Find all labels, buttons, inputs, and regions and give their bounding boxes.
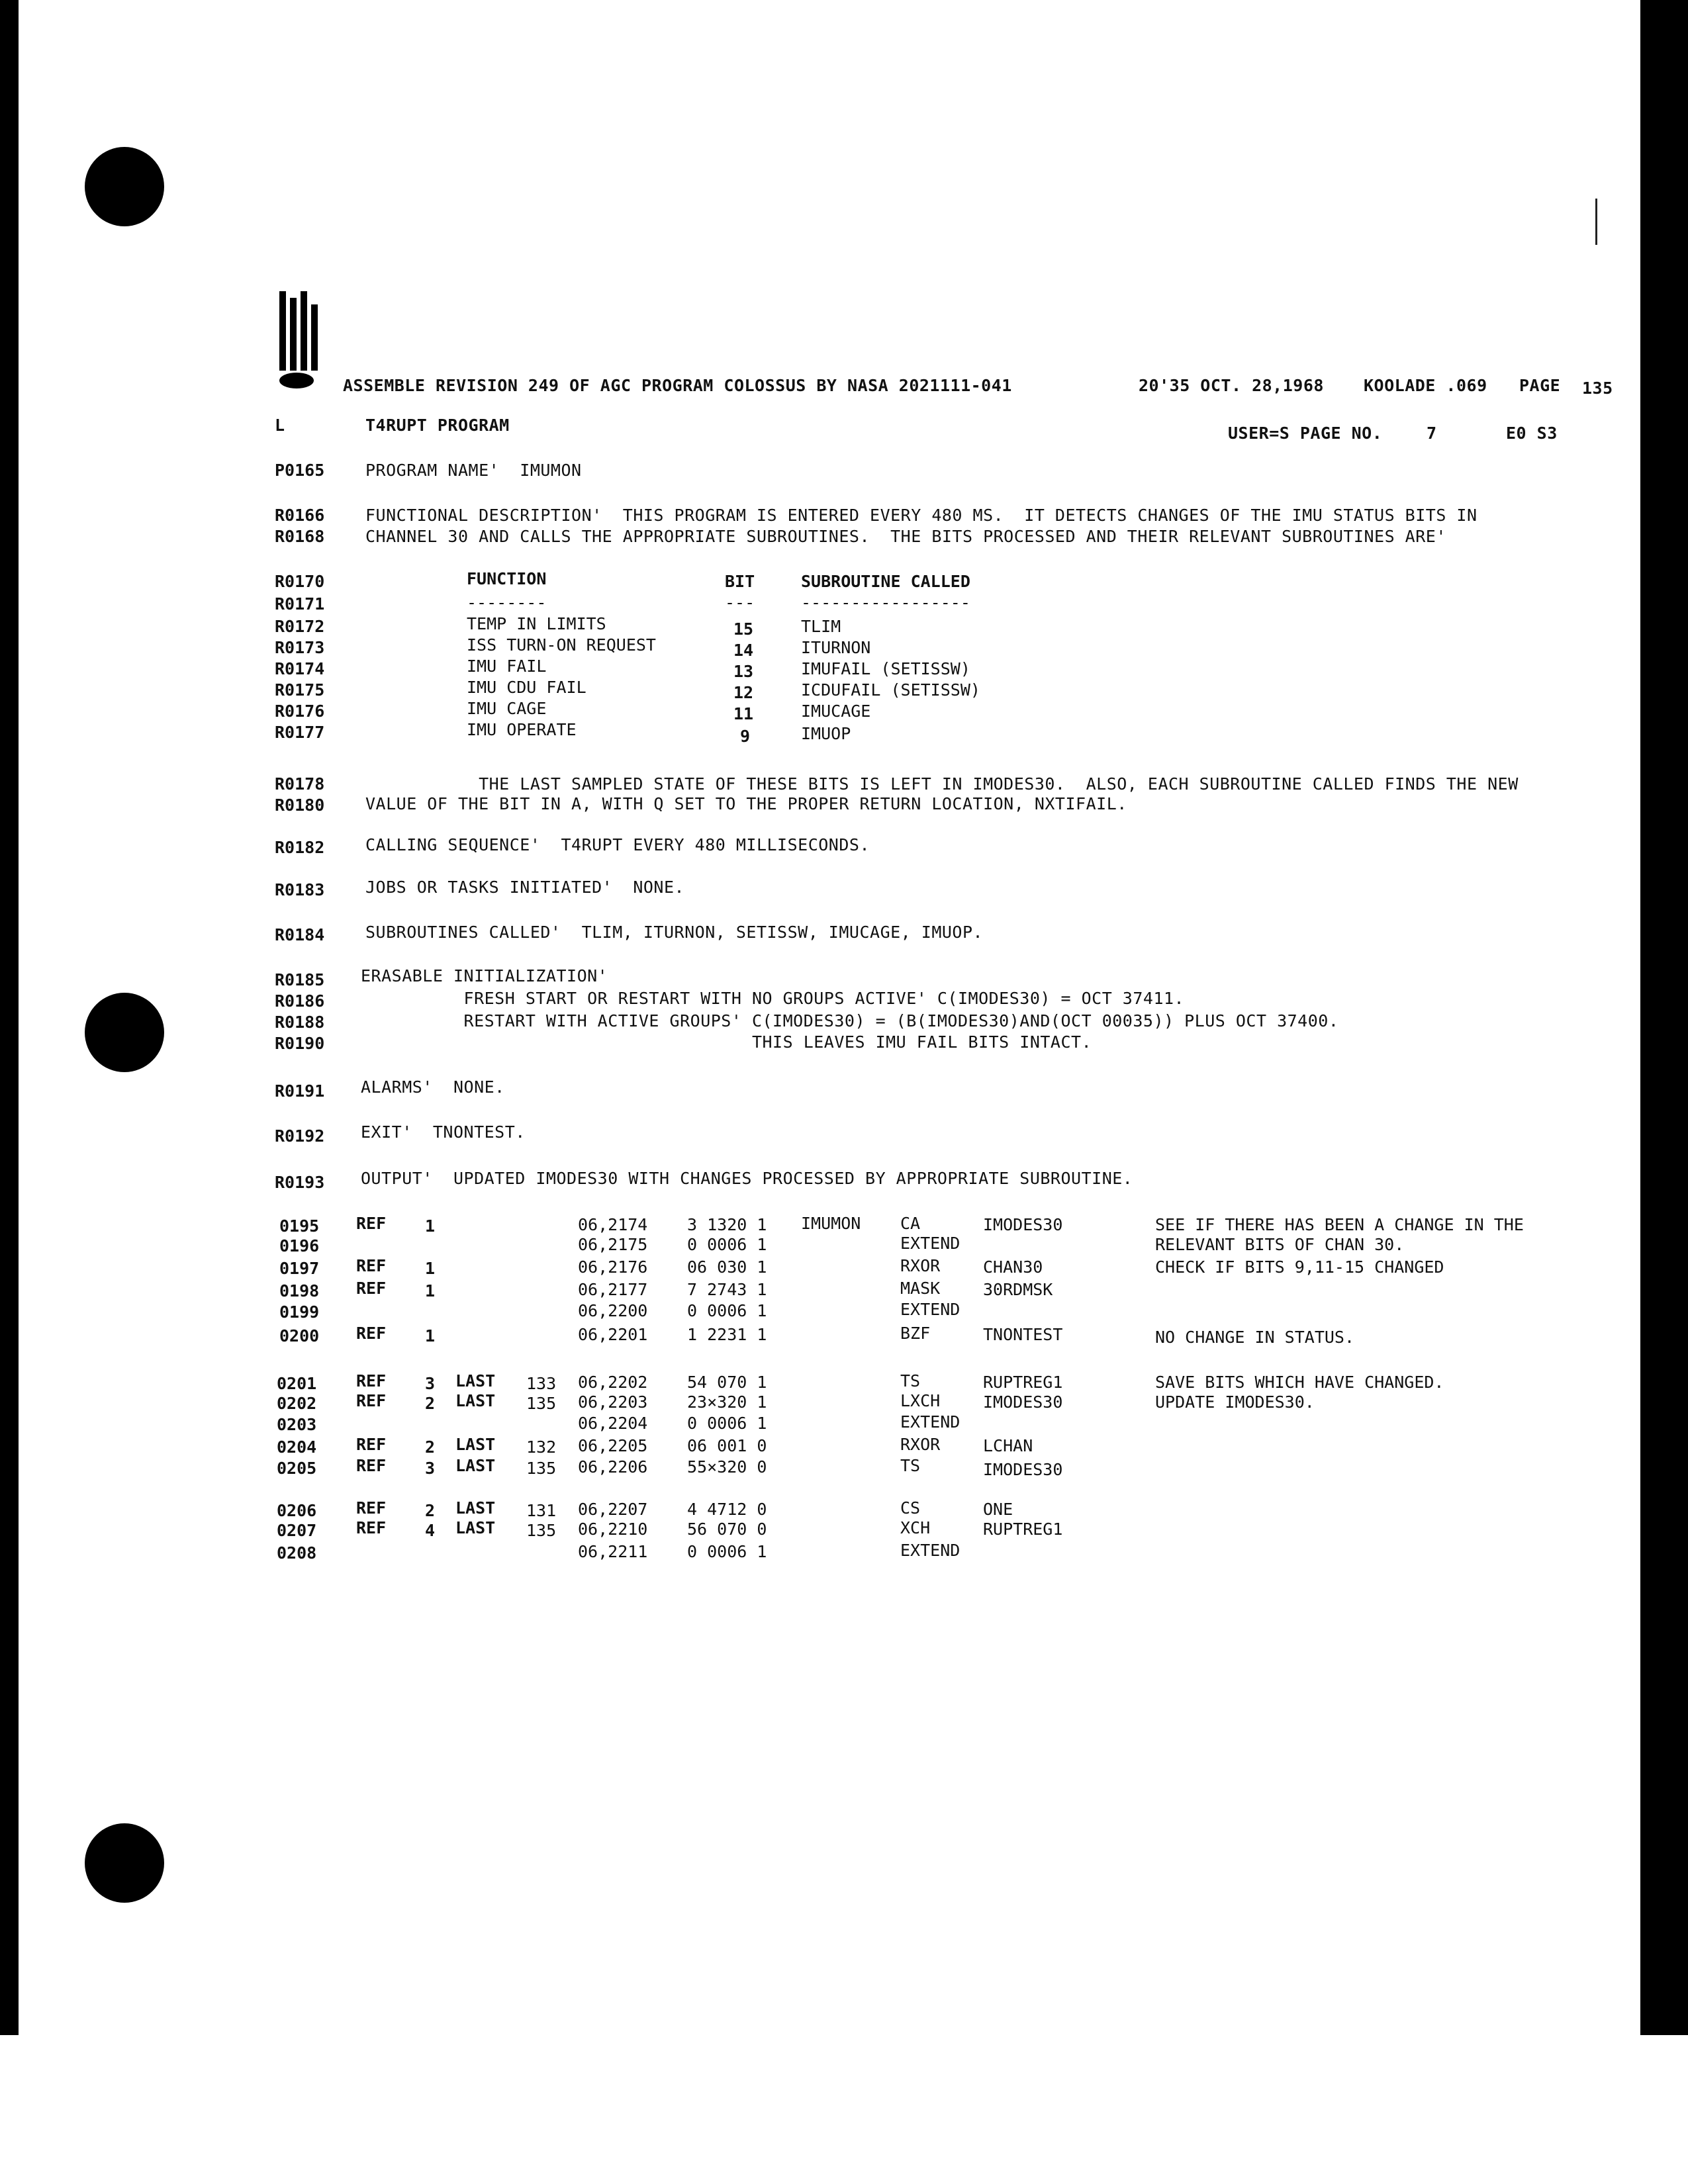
address: 06,2204 xyxy=(578,1414,648,1433)
opcode: BZF xyxy=(900,1324,931,1343)
remark-number: P0165 xyxy=(275,461,325,480)
remark-text: CALLING SEQUENCE' T4RUPT EVERY 480 MILLISECONDS. xyxy=(365,835,870,854)
comment: CHECK IF BITS 9,11-15 CHANGED xyxy=(1155,1257,1444,1277)
operand: ONE xyxy=(983,1500,1013,1519)
octal-value: 56 070 0 xyxy=(687,1520,767,1539)
operand: CHAN30 xyxy=(983,1257,1043,1277)
ref-count: 1 xyxy=(425,1326,436,1345)
operand: RUPTREG1 xyxy=(983,1373,1063,1392)
assemble-line: ASSEMBLE REVISION 249 OF AGC PROGRAM COLOSSUS BY NASA 2021111-041 xyxy=(343,376,1012,395)
line-number: 0205 xyxy=(277,1459,317,1478)
last-page: 135 xyxy=(526,1459,557,1478)
opcode: EXTEND xyxy=(900,1234,961,1253)
page-number: 135 xyxy=(1582,379,1613,398)
line-number: 0200 xyxy=(279,1326,320,1345)
opcode: CS xyxy=(900,1498,921,1518)
octal-value: 06 001 0 xyxy=(687,1436,767,1455)
address: 06,2201 xyxy=(578,1325,648,1344)
remark-number: R0183 xyxy=(275,880,325,899)
scan-border-right xyxy=(1640,0,1688,2035)
opcode: EXTEND xyxy=(900,1300,961,1319)
remark-number: R0171 xyxy=(275,594,325,614)
subroutine-name: TLIM xyxy=(801,617,841,636)
remark-number: R0186 xyxy=(275,991,325,1011)
remark-number: R0184 xyxy=(275,925,325,944)
address: 06,2175 xyxy=(578,1235,648,1254)
code-label: IMUMON xyxy=(801,1214,861,1233)
comment: RELEVANT BITS OF CHAN 30. xyxy=(1155,1235,1405,1254)
address: 06,2206 xyxy=(578,1457,648,1477)
octal-value: 54 070 1 xyxy=(687,1373,767,1392)
punch-hole-bottom xyxy=(85,1823,164,1903)
ref-count: 2 xyxy=(425,1437,436,1457)
line-number: 0203 xyxy=(277,1415,317,1434)
last-page: 131 xyxy=(526,1501,557,1520)
subroutine-name: ICDUFAIL (SETISSW) xyxy=(801,680,980,700)
function-column-header: FUNCTION xyxy=(467,569,547,588)
remark-number: R0178 xyxy=(275,774,325,794)
opcode: MASK xyxy=(900,1279,941,1298)
bit-rule: --- xyxy=(725,593,755,612)
bit-number: 9 xyxy=(740,727,751,746)
ref-marker: REF xyxy=(356,1279,387,1298)
ref-count: 1 xyxy=(425,1281,436,1300)
scan-border-left xyxy=(0,0,19,2035)
remark-text: OUTPUT' UPDATED IMODES30 WITH CHANGES PROCESSED BY APPROPRIATE SUBROUTINE. xyxy=(361,1169,1133,1188)
octal-value: 1 2231 1 xyxy=(687,1325,767,1344)
line-number: 0202 xyxy=(277,1394,317,1413)
remark-number: R0180 xyxy=(275,796,325,815)
ref-count: 1 xyxy=(425,1216,436,1236)
remark-text: CHANNEL 30 AND CALLS THE APPROPRIATE SUBROUTINES. THE BITS PROCESSED AND THEIR RELEVANT SUBROUTINES ARE' xyxy=(365,527,1446,546)
operand: IMODES30 xyxy=(983,1215,1063,1234)
remark-text: PROGRAM NAME' IMUMON xyxy=(365,461,582,480)
bit-number: 12 xyxy=(733,683,754,702)
e-s-code: E0 S3 xyxy=(1506,424,1558,443)
punch-hole-middle xyxy=(85,993,164,1072)
remark-text: THIS LEAVES IMU FAIL BITS INTACT. xyxy=(361,1032,1092,1052)
comment: NO CHANGE IN STATUS. xyxy=(1155,1328,1355,1347)
address: 06,2205 xyxy=(578,1436,648,1455)
last-marker: LAST xyxy=(455,1435,496,1454)
subroutine-rule: ----------------- xyxy=(801,593,970,612)
octal-value: 0 0006 1 xyxy=(687,1235,767,1254)
operand: IMODES30 xyxy=(983,1392,1063,1412)
line-number: 0208 xyxy=(277,1543,317,1563)
ref-count: 4 xyxy=(425,1521,436,1540)
remark-number: R0192 xyxy=(275,1126,325,1146)
last-marker: LAST xyxy=(455,1391,496,1410)
opcode: RXOR xyxy=(900,1435,941,1454)
ref-marker: REF xyxy=(356,1518,387,1537)
line-number: 0198 xyxy=(279,1281,320,1300)
bit-column-header: BIT xyxy=(725,572,755,591)
remark-number: R0173 xyxy=(275,638,325,657)
remark-number: R0182 xyxy=(275,838,325,857)
binder-mark xyxy=(277,291,323,390)
opcode: EXTEND xyxy=(900,1541,961,1560)
line-number: 0206 xyxy=(277,1501,317,1520)
operand: TNONTEST xyxy=(983,1325,1063,1344)
last-page: 132 xyxy=(526,1437,557,1457)
remark-text: EXIT' TNONTEST. xyxy=(361,1122,526,1142)
timestamp: 20'35 OCT. 28,1968 xyxy=(1139,376,1324,395)
remark-number: R0190 xyxy=(275,1034,325,1053)
octal-value: 23×320 1 xyxy=(687,1392,767,1412)
subroutine-name: IMUCAGE xyxy=(801,702,871,721)
line-number: 0207 xyxy=(277,1521,317,1540)
last-page: 135 xyxy=(526,1394,557,1413)
line-number: 0199 xyxy=(279,1302,320,1322)
function-name: TEMP IN LIMITS xyxy=(467,614,606,633)
ref-marker: REF xyxy=(356,1256,387,1275)
address: 06,2203 xyxy=(578,1392,648,1412)
operand: 30RDMSK xyxy=(983,1280,1053,1299)
octal-value: 3 1320 1 xyxy=(687,1215,767,1234)
ref-count: 3 xyxy=(425,1374,436,1393)
subroutine-name: ITURNON xyxy=(801,638,871,657)
comment: UPDATE IMODES30. xyxy=(1155,1392,1315,1412)
bit-number: 13 xyxy=(733,662,754,681)
remark-number: R0175 xyxy=(275,680,325,700)
punch-hole-top xyxy=(85,147,164,226)
address: 06,2202 xyxy=(578,1373,648,1392)
address: 06,2174 xyxy=(578,1215,648,1234)
octal-value: 0 0006 1 xyxy=(687,1414,767,1433)
remark-number: R0185 xyxy=(275,970,325,989)
function-name: IMU CDU FAIL xyxy=(467,678,586,697)
opcode: TS xyxy=(900,1371,921,1390)
octal-value: 06 030 1 xyxy=(687,1257,767,1277)
remark-number: R0191 xyxy=(275,1081,325,1101)
comment: SAVE BITS WHICH HAVE CHANGED. xyxy=(1155,1373,1444,1392)
opcode: XCH xyxy=(900,1518,931,1537)
remark-number: R0166 xyxy=(275,506,325,525)
remark-text: THE LAST SAMPLED STATE OF THESE BITS IS LEFT IN IMODES30. ALSO, EACH SUBROUTINE CALLED FINDS THE NEW xyxy=(365,774,1519,794)
listing-l: L xyxy=(275,416,285,435)
ref-marker: REF xyxy=(356,1456,387,1475)
function-rule: -------- xyxy=(467,593,547,612)
octal-value: 0 0006 1 xyxy=(687,1542,767,1561)
line-number: 0204 xyxy=(277,1437,317,1457)
address: 06,2207 xyxy=(578,1500,648,1519)
last-marker: LAST xyxy=(455,1498,496,1518)
user-page-label: USER=S PAGE NO. xyxy=(1228,424,1383,443)
remark-number: R0172 xyxy=(275,617,325,636)
scan-mark xyxy=(1595,199,1597,245)
remark-number: R0193 xyxy=(275,1173,325,1192)
subroutine-name: IMUFAIL (SETISSW) xyxy=(801,659,970,678)
last-marker: LAST xyxy=(455,1371,496,1390)
subroutine-name: IMUOP xyxy=(801,724,851,743)
last-page: 135 xyxy=(526,1521,557,1540)
remark-number: R0177 xyxy=(275,723,325,742)
remark-number: R0188 xyxy=(275,1013,325,1032)
ref-marker: REF xyxy=(356,1371,387,1390)
function-name: ISS TURN-ON REQUEST xyxy=(467,635,656,655)
remark-number: R0170 xyxy=(275,572,325,591)
remark-text: ERASABLE INITIALIZATION' xyxy=(361,966,608,985)
remark-text: JOBS OR TASKS INITIATED' NONE. xyxy=(365,878,685,897)
line-number: 0195 xyxy=(279,1216,320,1236)
function-name: IMU OPERATE xyxy=(467,720,577,739)
koolade-version: KOOLADE .069 xyxy=(1364,376,1487,395)
octal-value: 4 4712 0 xyxy=(687,1500,767,1519)
address: 06,2177 xyxy=(578,1280,648,1299)
octal-value: 55×320 0 xyxy=(687,1457,767,1477)
ref-count: 2 xyxy=(425,1501,436,1520)
operand: RUPTREG1 xyxy=(983,1520,1063,1539)
line-number: 0201 xyxy=(277,1374,317,1393)
opcode: TS xyxy=(900,1456,921,1475)
bit-number: 15 xyxy=(733,619,754,639)
ref-count: 3 xyxy=(425,1459,436,1478)
ref-marker: REF xyxy=(356,1435,387,1454)
comment: SEE IF THERE HAS BEEN A CHANGE IN THE xyxy=(1155,1215,1524,1234)
line-number: 0196 xyxy=(279,1236,320,1255)
operand: LCHAN xyxy=(983,1436,1033,1455)
bit-number: 11 xyxy=(733,704,754,723)
bit-number: 14 xyxy=(733,641,754,660)
remark-number: R0174 xyxy=(275,659,325,678)
octal-value: 0 0006 1 xyxy=(687,1301,767,1320)
address: 06,2200 xyxy=(578,1301,648,1320)
remark-text: FUNCTIONAL DESCRIPTION' THIS PROGRAM IS ENTERED EVERY 480 MS. IT DETECTS CHANGES OF THE IMU STATUS BITS IN xyxy=(365,506,1477,525)
remark-text: SUBROUTINES CALLED' TLIM, ITURNON, SETISSW, IMUCAGE, IMUOP. xyxy=(365,923,984,942)
remark-text: FRESH START OR RESTART WITH NO GROUPS ACTIVE' C(IMODES30) = OCT 37411. xyxy=(361,989,1185,1008)
opcode: EXTEND xyxy=(900,1412,961,1432)
function-name: IMU CAGE xyxy=(467,699,547,718)
ref-marker: REF xyxy=(356,1391,387,1410)
ref-marker: REF xyxy=(356,1324,387,1343)
page-margin-bottom xyxy=(0,2035,1688,2184)
remark-text: VALUE OF THE BIT IN A, WITH Q SET TO THE PROPER RETURN LOCATION, NXTIFAIL. xyxy=(365,794,1127,813)
page-label: PAGE xyxy=(1519,376,1561,395)
ref-count: 2 xyxy=(425,1394,436,1413)
subroutine-column-header: SUBROUTINE CALLED xyxy=(801,572,970,591)
line-number: 0197 xyxy=(279,1259,320,1278)
last-marker: LAST xyxy=(455,1518,496,1537)
address: 06,2210 xyxy=(578,1520,648,1539)
octal-value: 7 2743 1 xyxy=(687,1280,767,1299)
ref-marker: REF xyxy=(356,1498,387,1518)
operand: IMODES30 xyxy=(983,1460,1063,1479)
last-marker: LAST xyxy=(455,1456,496,1475)
user-page-number: 7 xyxy=(1427,424,1437,443)
remark-number: R0168 xyxy=(275,527,325,546)
opcode: CA xyxy=(900,1214,921,1233)
last-page: 133 xyxy=(526,1374,557,1393)
ref-marker: REF xyxy=(356,1214,387,1233)
remark-text: ALARMS' NONE. xyxy=(361,1077,505,1097)
function-name: IMU FAIL xyxy=(467,657,547,676)
ref-count: 1 xyxy=(425,1259,436,1278)
remark-text: RESTART WITH ACTIVE GROUPS' C(IMODES30) = (B(IMODES30)AND(OCT 00035)) PLUS OCT 37400. xyxy=(361,1011,1339,1030)
opcode: RXOR xyxy=(900,1256,941,1275)
remark-number: R0176 xyxy=(275,702,325,721)
opcode: LXCH xyxy=(900,1391,941,1410)
address: 06,2176 xyxy=(578,1257,648,1277)
program-title: T4RUPT PROGRAM xyxy=(365,416,510,435)
address: 06,2211 xyxy=(578,1542,648,1561)
